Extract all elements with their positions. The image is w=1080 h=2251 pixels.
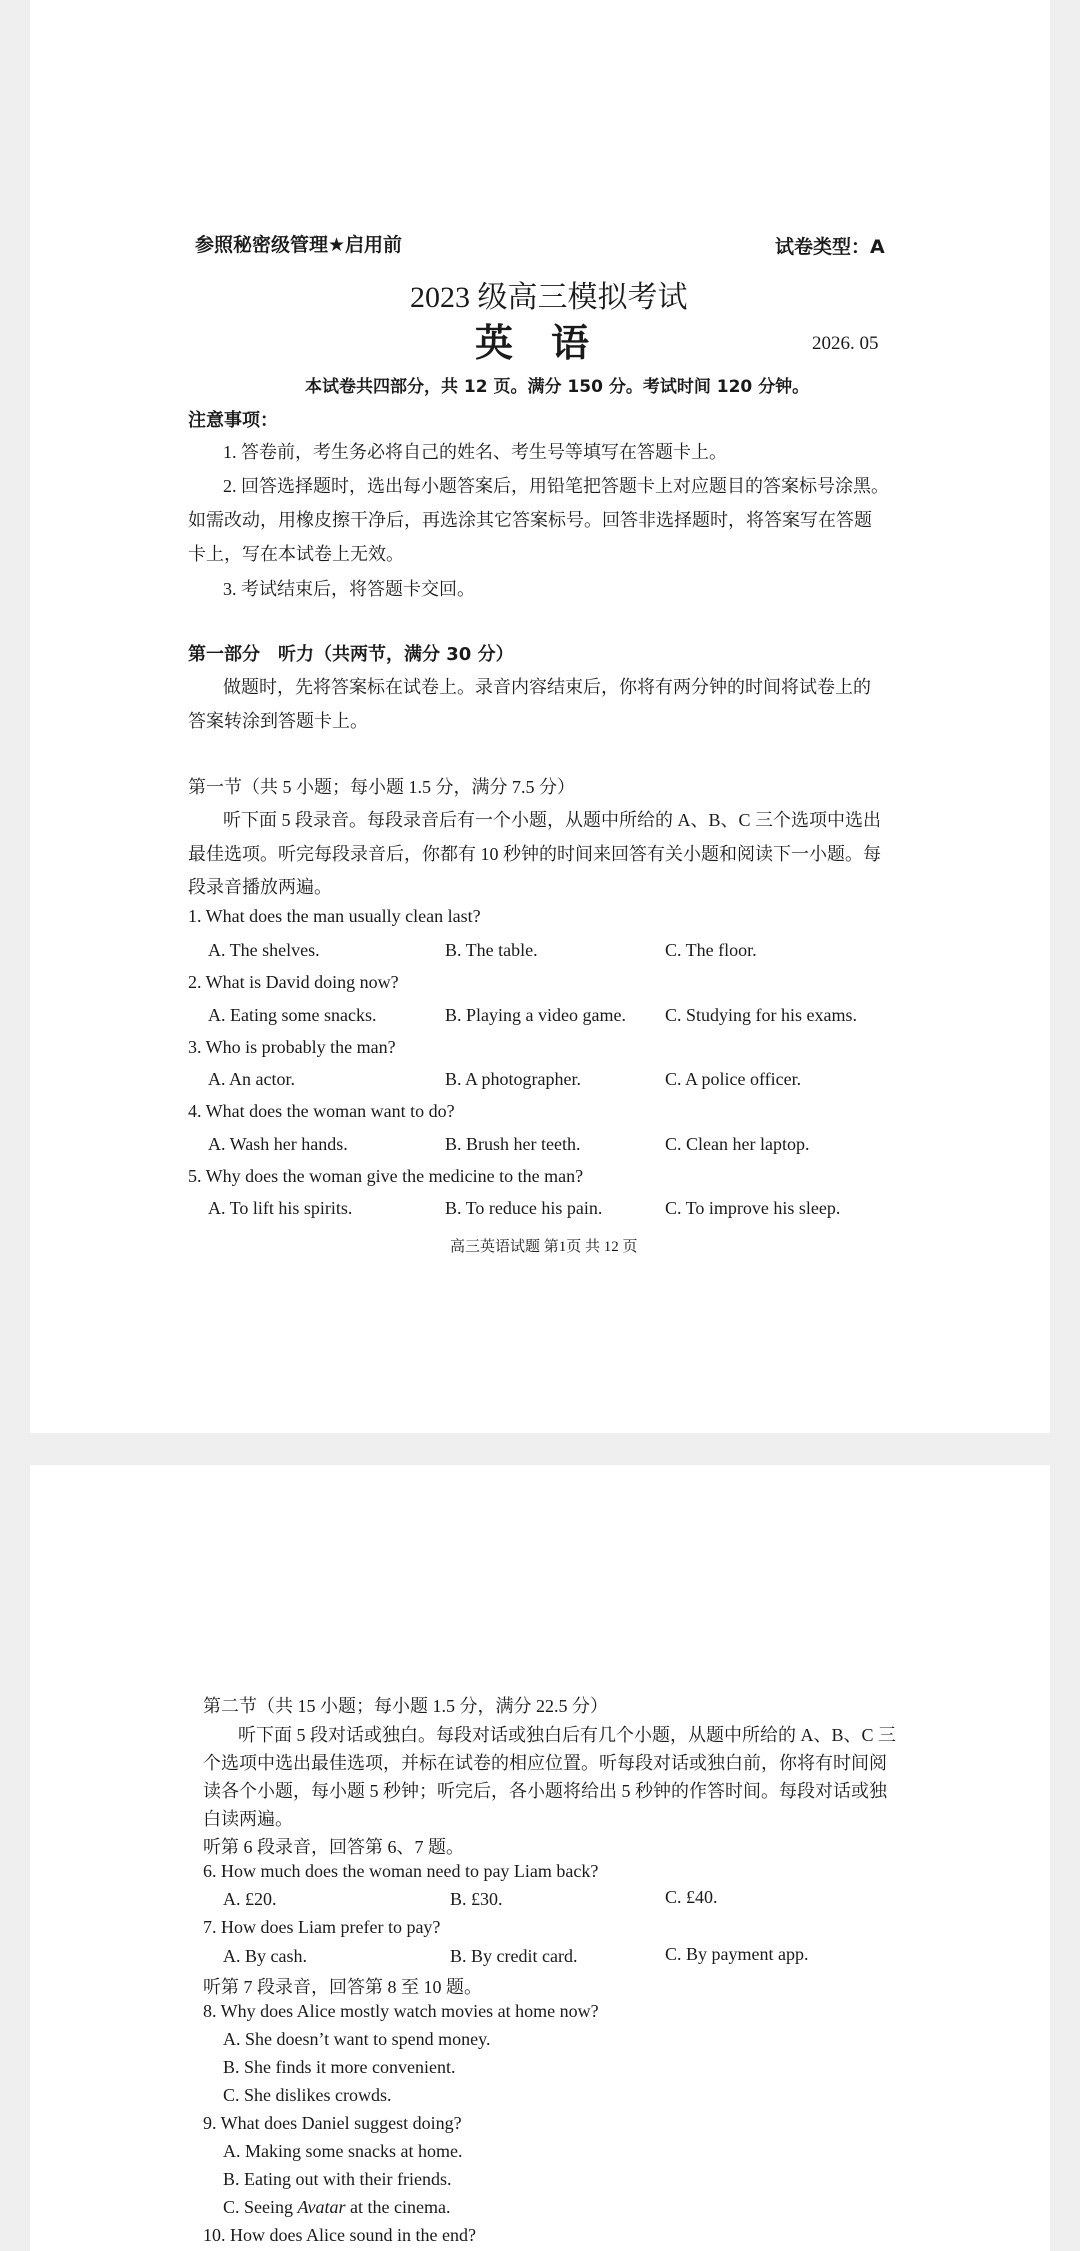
- confidentiality-label: 参照秘密级管理★启用前: [195, 234, 403, 256]
- note-line: 卡上，写在本试卷上无效。: [188, 544, 404, 564]
- option-b: B. Eating out with their friends.: [223, 2169, 452, 2189]
- option-b: B. She finds it more convenient.: [223, 2057, 456, 2077]
- section1-intro-line: 最佳选项。听完每段录音后，你都有 10 秒钟的时间来回答有关小题和阅读下一小题。每: [188, 844, 881, 864]
- option-a: A. By cash.: [223, 1946, 307, 1966]
- option-c-suffix: at the cinema.: [345, 2197, 451, 2217]
- section1-intro-line: 听下面 5 段录音。每段录音后有一个小题，从题中所给的 A、B、C 三个选项中选出: [223, 810, 882, 830]
- movie-title: Avatar: [297, 2197, 346, 2217]
- section2-intro-line: 听下面 5 段对话或独白。每段对话或独白后有几个小题，从题中所给的 A、B、C 三: [238, 1725, 897, 1745]
- paper-type-label: 试卷类型：A: [775, 236, 885, 258]
- exam-date: 2026. 05: [812, 333, 879, 354]
- option-c-prefix: C. Seeing: [223, 2197, 298, 2217]
- note-line: 2. 回答选择题时，选出每小题答案后，用铅笔把答题卡上对应题目的答案标号涂黑。: [223, 476, 889, 496]
- option-a: A. An actor.: [208, 1069, 295, 1089]
- section2-intro-line: 读各个小题，每小题 5 秒钟；听完后，各小题将给出 5 秒钟的作答时间。每段对话或独: [203, 1781, 887, 1801]
- option-c: C. Clean her laptop.: [665, 1134, 810, 1154]
- note-line: 1. 答卷前，考生务必将自己的姓名、考生号等填写在答题卡上。: [223, 442, 727, 462]
- option-b: B. By credit card.: [450, 1946, 578, 1966]
- part1-heading: 第一部分 听力（共两节，满分 30 分）: [188, 644, 514, 665]
- option-b: B. To reduce his pain.: [445, 1198, 603, 1218]
- option-a: A. Making some snacks at home.: [223, 2141, 463, 2161]
- question-text: 5. Why does the woman give the medicine to the man?: [188, 1166, 584, 1186]
- section2-intro-line: 个选项中选出最佳选项，并标在试卷的相应位置。听每段对话或独白前，你将有时间阅: [203, 1753, 887, 1773]
- option-c: C. To improve his sleep.: [665, 1198, 841, 1218]
- note-line: 3. 考试结束后，将答题卡交回。: [223, 579, 475, 599]
- question-text: 7. How does Liam prefer to pay?: [203, 1917, 441, 1937]
- exam-page-2: [30, 1465, 1050, 2251]
- part1-intro-line: 做题时，先将答案标在试卷上。录音内容结束后，你将有两分钟的时间将试卷上的: [223, 677, 871, 697]
- option-b: B. Brush her teeth.: [445, 1134, 581, 1154]
- exam-info: 本试卷共四部分，共 12 页。满分 150 分。考试时间 120 分钟。: [305, 377, 810, 397]
- section2-intro-line: 白读两遍。: [203, 1809, 293, 1829]
- exam-page-1: [30, 0, 1050, 1433]
- option-a: A. To lift his spirits.: [208, 1198, 353, 1218]
- option-c: C. A police officer.: [665, 1069, 802, 1089]
- instruction-6-7: 听第 6 段录音，回答第 6、7 题。: [203, 1837, 464, 1857]
- instruction-8-10: 听第 7 段录音，回答第 8 至 10 题。: [203, 1977, 482, 1997]
- question-text: 3. Who is probably the man?: [188, 1037, 396, 1057]
- section2-heading: 第二节（共 15 小题；每小题 1.5 分，满分 22.5 分）: [203, 1696, 608, 1716]
- option-b: B. £30.: [450, 1889, 503, 1909]
- option-a: A. The shelves.: [208, 940, 320, 960]
- option-b: B. Playing a video game.: [445, 1005, 626, 1025]
- option-c: C. £40.: [665, 1887, 718, 1907]
- section1-intro-line: 段录音播放两遍。: [188, 877, 332, 897]
- option-a: A. £20.: [223, 1889, 277, 1909]
- notes-heading: 注意事项：: [188, 410, 278, 431]
- option-a: A. She doesn’t want to spend money.: [223, 2029, 491, 2049]
- exam-title: 2023 级高三模拟考试: [410, 281, 688, 314]
- question-text: 1. What does the man usually clean last?: [188, 906, 481, 926]
- question-text: 6. How much does the woman need to pay Liam back?: [203, 1861, 599, 1881]
- option-a: A. Eating some snacks.: [208, 1005, 377, 1025]
- note-line: 如需改动，用橡皮擦干净后，再选涂其它答案标号。回答非选择题时，将答案写在答题: [188, 510, 872, 530]
- page-footer: 高三英语试题 第1页 共 12 页: [450, 1239, 638, 1255]
- question-text: 8. Why does Alice mostly watch movies at home now?: [203, 2001, 599, 2021]
- question-text: 2. What is David doing now?: [188, 972, 399, 992]
- question-text: 9. What does Daniel suggest doing?: [203, 2113, 462, 2133]
- option-a: A. Wash her hands.: [208, 1134, 348, 1154]
- part1-intro-line: 答案转涂到答题卡上。: [188, 711, 368, 731]
- option-c: C. By payment app.: [665, 1944, 809, 1964]
- option-b: B. The table.: [445, 940, 538, 960]
- question-text: 4. What does the woman want to do?: [188, 1101, 455, 1121]
- option-b: B. A photographer.: [445, 1069, 581, 1089]
- question-text: 10. How does Alice sound in the end?: [203, 2225, 476, 2245]
- option-c: C. Studying for his exams.: [665, 1005, 857, 1025]
- subject-title: 英 语: [475, 321, 590, 365]
- section1-heading: 第一节（共 5 小题；每小题 1.5 分，满分 7.5 分）: [188, 777, 575, 797]
- option-c: [223, 2197, 450, 2218]
- option-c: C. She dislikes crowds.: [223, 2085, 392, 2105]
- option-c: C. The floor.: [665, 940, 757, 960]
